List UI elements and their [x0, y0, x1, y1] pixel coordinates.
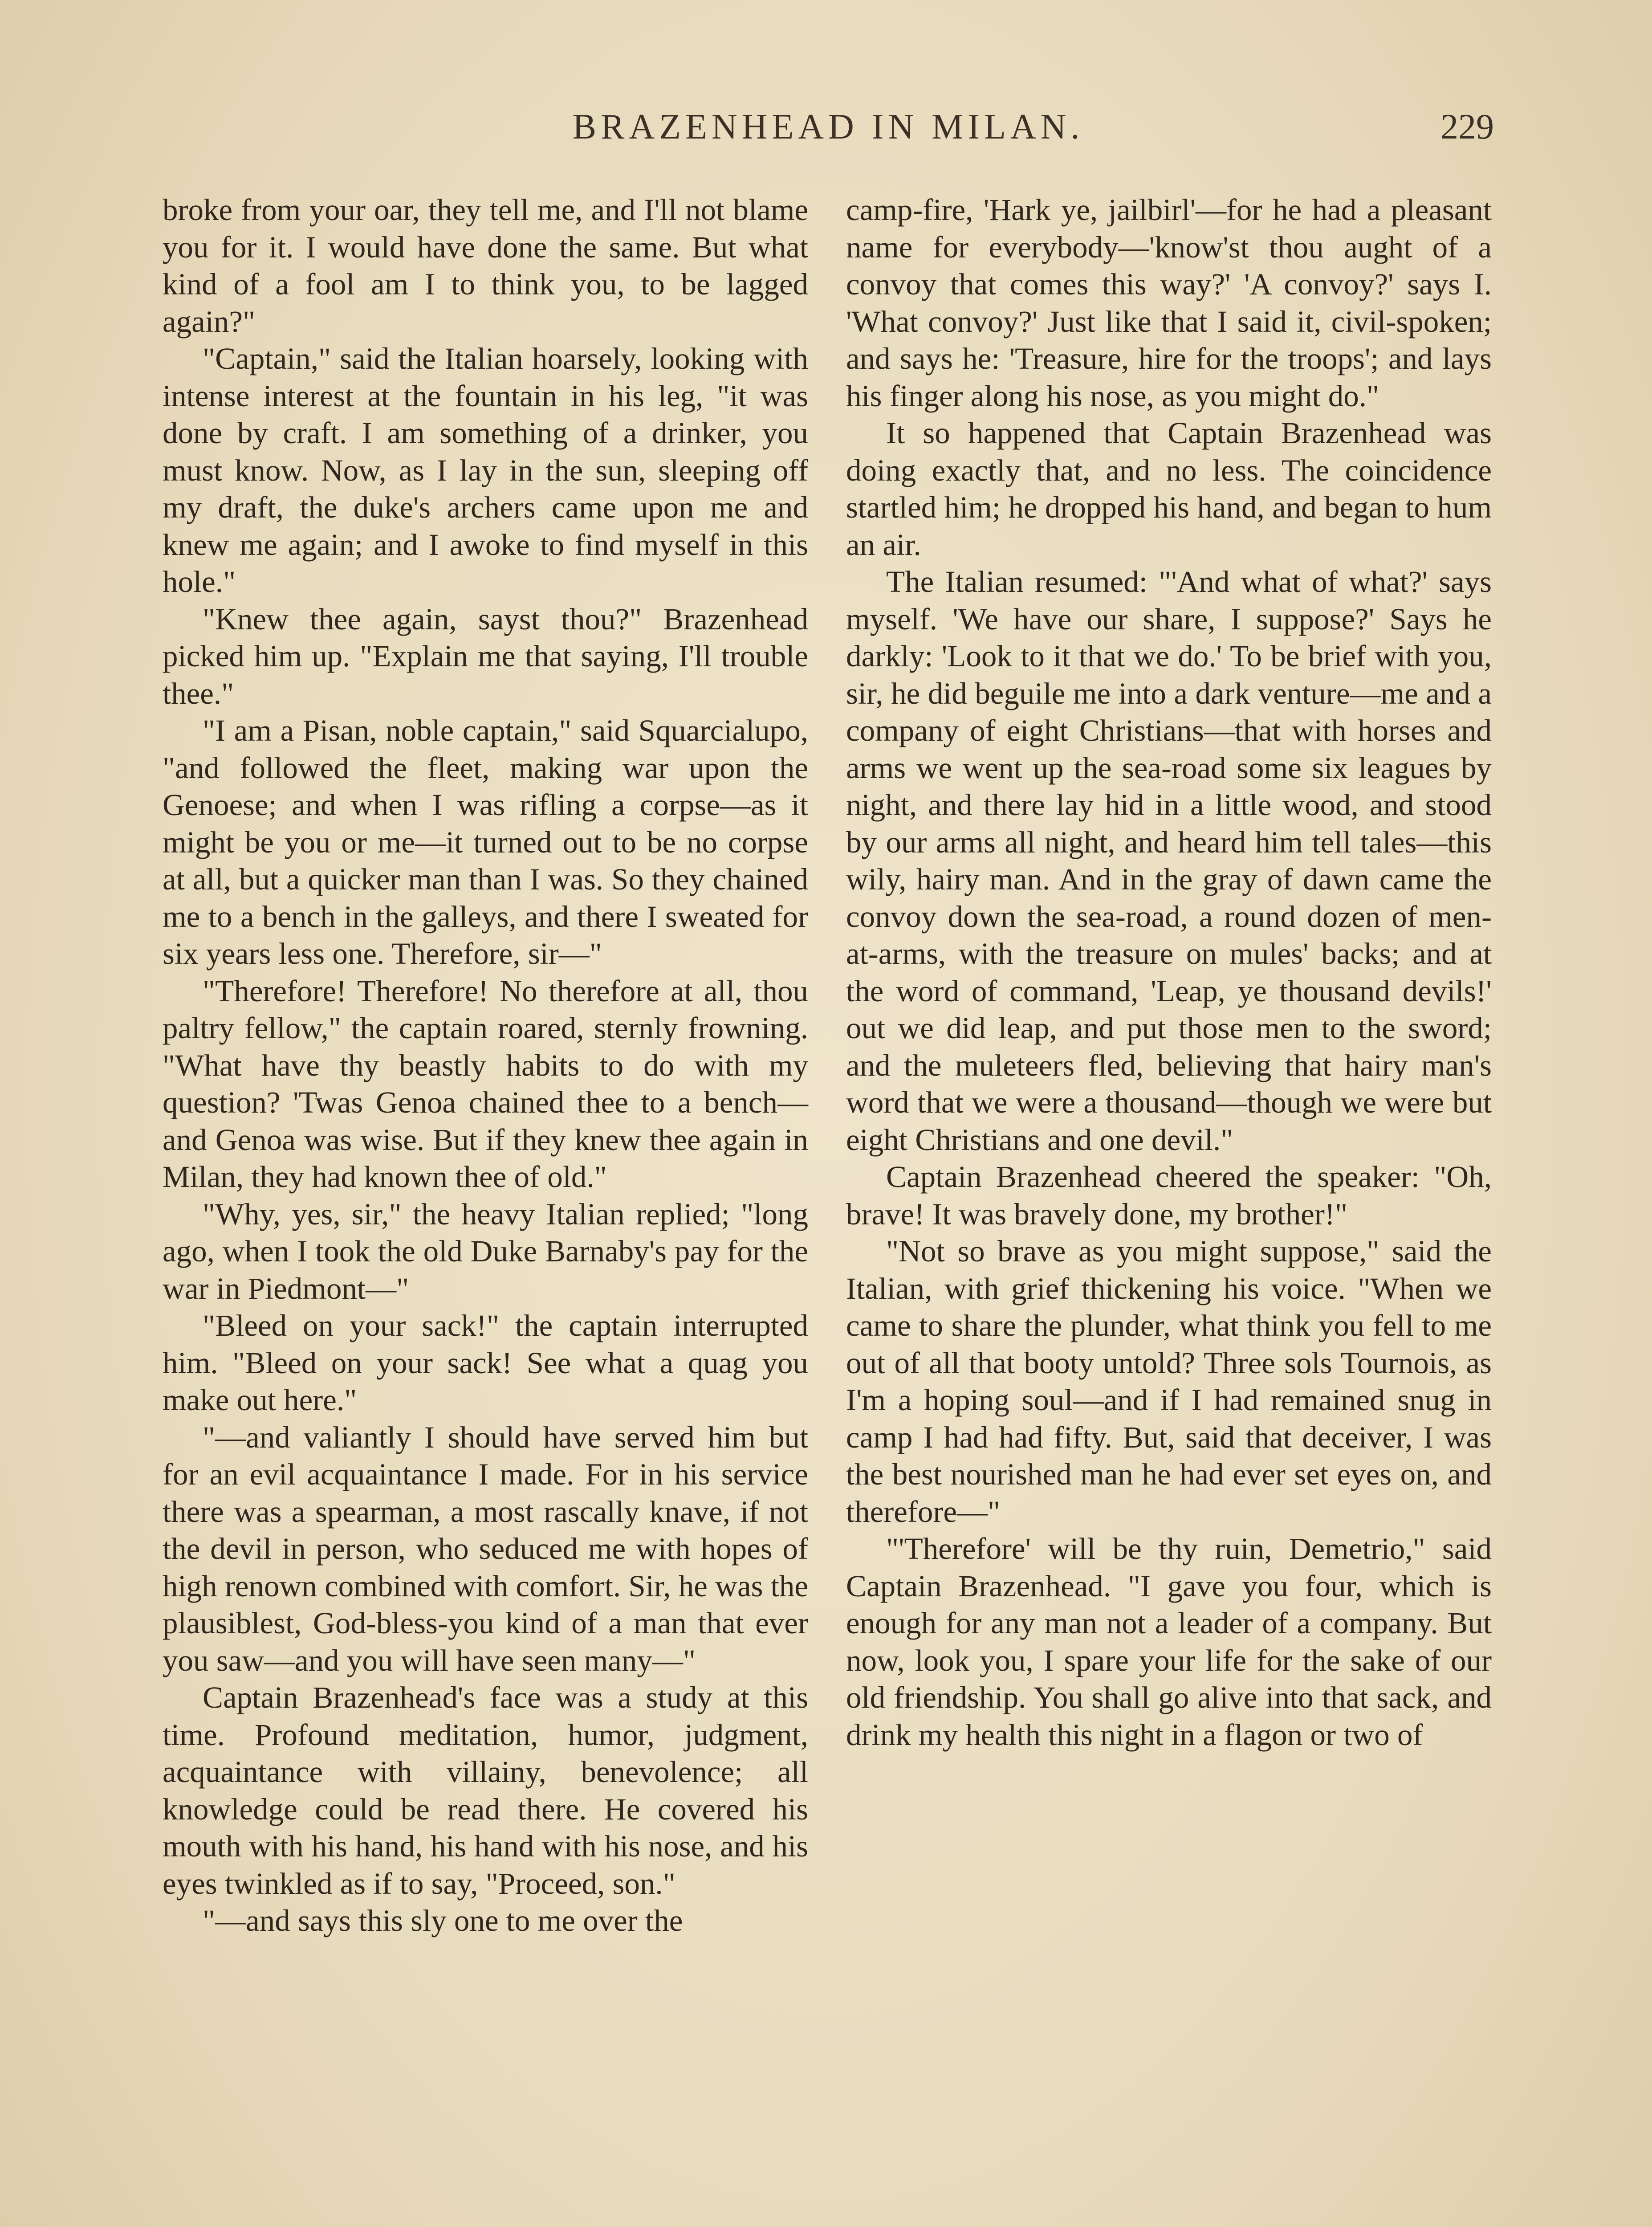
- paragraph: "Knew thee again, sayst thou?" Brazenhead picked him up. "Explain me that saying, I'll trouble thee.": [163, 602, 808, 710]
- page-number: 229: [1440, 107, 1494, 147]
- right-column: [846, 192, 1492, 1754]
- paragraph: Captain Brazenhead cheered the speaker: "Oh, brave! It was bravely done, my brother!": [846, 1160, 1492, 1231]
- paragraph: "I am a Pisan, noble captain," said Squarcialupo, "and followed the fleet, making war upon the Genoese; and when I was rifling a corpse—as it might be you or me—it turned out to be no corpse at all, but a quicker man than I was. So they chained me to a bench in the galleys, and there I sweated for six years less one. Therefore, sir—": [163, 714, 808, 971]
- paragraph: "Not so brave as you might suppose," said the Italian, with grief thickening his voice. "When we came to share the plunder, what think you fell to me out of all that booty untold? Three sols Tournois, as I'm a hoping soul—and if I had remained snug in camp I had had fifty. But, said that deceiver, I was the best nourished man he had ever set eyes on, and therefore—": [846, 1234, 1492, 1529]
- paragraph: It so happened that Captain Brazenhead was doing exactly that, and no less. The coincidence startled him; he dropped his hand, and began to hum an air.: [846, 416, 1492, 562]
- paragraph: The Italian resumed: "'And what of what?' says myself. 'We have our share, I suppose?' Says he darkly: 'Look to it that we do.' To be brief with you, sir, he did beguile me into a dark venture—me and a company of eight Christians—that with horses and arms we went up the sea-road some six leagues by night, and there lay hid in a little wood, and stood by our arms all night, and heard him tell tales—this wily, hairy man. And in the gray of dawn came the convoy down the sea-road, a round dozen of men-at-arms, with the treasure on mules' backs; and at the word of command, 'Leap, ye thousand devils!' out we did leap, and put those men to the sword; and the muleteers fled, believing that hairy man's word that we were a thousand—though we were but eight Christians and one devil.": [846, 565, 1492, 1157]
- paragraph: "Therefore! Therefore! No therefore at all, thou paltry fellow," the captain roared, sternly frowning. "What have thy beastly habits to do with my question? 'Twas Genoa chained thee to a bench—and Genoa was wise. But if they knew thee again in Milan, they had known thee of old.": [163, 974, 808, 1194]
- page-header: [163, 107, 1494, 160]
- running-title: BRAZENHEAD IN MILAN.: [572, 107, 1084, 147]
- left-column: [163, 192, 808, 1940]
- paragraph: "Captain," said the Italian hoarsely, looking with intense interest at the fountain in his leg, "it was done by craft. I am something of a drinker, you must know. Now, as I lay in the sun, sleeping off my draft, the duke's archers came upon me and knew me again; and I awoke to find myself in this hole.": [163, 342, 808, 599]
- paragraph: "Bleed on your sack!" the captain interrupted him. "Bleed on your sack! See what a quag you make out here.": [163, 1309, 808, 1417]
- paragraph: "—and says this sly one to me over the: [203, 1904, 683, 1937]
- paragraph: camp-fire, 'Hark ye, jailbirl'—for he had a pleasant name for everybody—'know'st thou aught of a convoy that comes this way?' 'A convoy?' says I. 'What convoy?' Just like that I said it, civil-spoken; and says he: 'Treasure, hire for the troops'; and lays his finger along his nose, as you might do.": [846, 193, 1492, 413]
- paragraph: broke from your oar, they tell me, and I'll not blame you for it. I would have done the same. But what kind of a fool am I to think you, to be lagged again?": [163, 193, 808, 339]
- paragraph: "Why, yes, sir," the heavy Italian replied; "long ago, when I took the old Duke Barnaby's pay for the war in Piedmont—": [163, 1197, 808, 1305]
- paragraph: Captain Brazenhead's face was a study at this time. Profound meditation, humor, judgment, acquaintance with villainy, benevolence; all knowledge could be read there. He covered his mouth with his hand, his hand with his nose, and his eyes twinkled as if to say, "Proceed, son.": [163, 1680, 808, 1901]
- paragraph: "—and valiantly I should have served him but for an evil acquaintance I made. For in his service there was a spearman, a most rascally knave, if not the devil in person, who seduced me with hopes of high renown combined with comfort. Sir, he was the plausiblest, God-bless-you kind of a man that ever you saw—and you will have seen many—": [163, 1420, 808, 1677]
- paragraph: "'Therefore' will be thy ruin, Demetrio," said Captain Brazenhead. "I gave you four, which is enough for any man not a leader of a company. But now, look you, I spare your life for the sake of our old friendship. You shall go alive into that sack, and drink my health this night in a flagon or two of: [846, 1532, 1492, 1752]
